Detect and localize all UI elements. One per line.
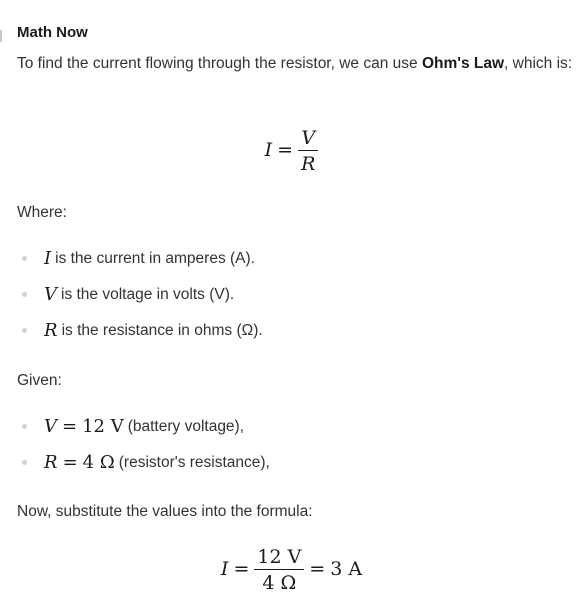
list-item (22, 452, 270, 473)
formula2-fraction (254, 546, 304, 594)
given-symbol: V (44, 416, 57, 437)
list-item (22, 416, 244, 437)
formula2-lhs: I (220, 558, 229, 580)
formula1-numerator: V (298, 127, 318, 151)
message-edge-marker (0, 30, 2, 42)
given-expression (44, 452, 115, 473)
given-value: 12 V (82, 416, 124, 437)
definition-symbol: I (44, 248, 52, 269)
intro-suffix: , which is: (504, 55, 573, 72)
formula2-numerator: 12 V (254, 546, 304, 570)
assistant-name: Math Now (17, 24, 88, 41)
given-value: 4 Ω (82, 452, 115, 473)
formula1-fraction (298, 127, 318, 175)
formula2-equals-result: = (309, 558, 326, 580)
given-symbol: R (44, 452, 58, 473)
definition-text: is the current in amperes (A). (55, 249, 255, 267)
where-label: Where: (17, 204, 67, 221)
formula2-result: 3 A (330, 558, 363, 580)
given-equals: = (62, 416, 78, 437)
given-expression (44, 416, 124, 437)
intro-paragraph (17, 49, 577, 78)
list-item (22, 248, 255, 269)
definition-symbol: V (44, 284, 57, 305)
formula2-denominator: 4 Ω (262, 572, 297, 594)
substitute-paragraph: Now, substitute the values into the formula: (17, 503, 313, 520)
list-item (22, 320, 263, 341)
given-equals: = (62, 452, 78, 473)
ohms-law-formula (0, 127, 583, 175)
given-description: (battery voltage), (127, 417, 245, 435)
definition-text: is the resistance in ohms (Ω). (61, 321, 263, 339)
intro-bold-term: Ohm's Law (421, 55, 505, 72)
bullet-dot (22, 460, 27, 465)
formula1-equals: = (277, 139, 294, 161)
list-item (22, 284, 234, 305)
bullet-dot (22, 256, 27, 261)
given-label: Given: (17, 372, 62, 389)
formula1-denominator: R (301, 153, 316, 175)
bullet-dot (22, 328, 27, 333)
definition-text: is the voltage in volts (V). (61, 285, 235, 303)
bullet-dot (22, 424, 27, 429)
substituted-formula (0, 546, 583, 594)
definition-symbol: R (44, 320, 58, 341)
intro-prefix: To find the current flowing through the resistor, we can use (17, 55, 422, 72)
formula2-equals: = (233, 558, 250, 580)
given-description: (resistor's resistance), (118, 453, 270, 471)
bullet-dot (22, 292, 27, 297)
formula1-lhs: I (264, 139, 273, 161)
